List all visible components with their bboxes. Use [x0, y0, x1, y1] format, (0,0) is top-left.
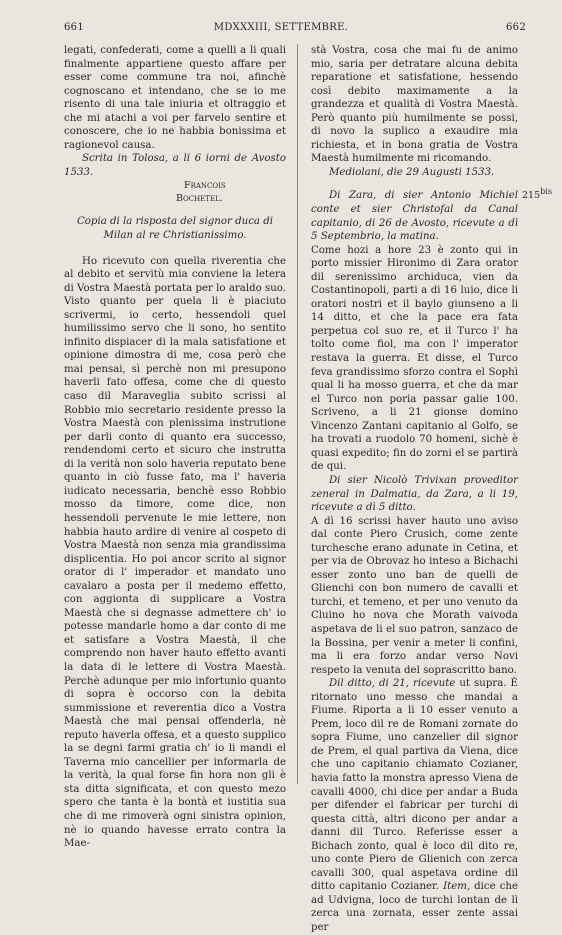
section-title: Copia di la risposta del signor duca di Milan al re Christianissimo.	[77, 216, 273, 242]
dispatch-ditto: Dil ditto, di 21, ricevute ut supra. È ritornato uno messo che mandai a Fiume. Riporta a li 10 esser venuto a Prem, loco dil re de Romani zornate do sopra Fiume, uno canzelier dil signor de Prem, el qual partiva da Viena, dice che uno capitanio chiamato Cozianer, havia fatto la monstra apresso Viena de cavalli 4000, chi dice per andar a Buda per difender el fabricar per turchi di questa città, altri dicono per andar a danni dil Turco. Referisse esser a Bichach zonto, qual è loco dil dito re, uno conte Piero de Glienich con zerca cavalli 300, qual aspetava ordine dil ditto capitanio Cozianer. Item, dice che ad Udvigna, loco de turchi lontan de lì zerca una zornata, esser zente assai per	[311, 678, 518, 933]
margin-page-number: $215^{bis}$	[522, 187, 552, 202]
letter-dateline-milan: Mediolani, die 29 Augusti 1533.	[329, 166, 495, 178]
letter-dateline: Scrita in Tolosa, a li 6 iorni de Avosto 1533.	[64, 153, 286, 178]
signature-surname: Bochetel.	[176, 193, 223, 205]
running-header: MDXXXIII, SETTEMBRE.	[213, 22, 349, 33]
left-column	[64, 44, 286, 851]
signature-name: Francois	[184, 180, 226, 192]
dispatch-body-trivixan: A dì 16 scrissi haver hauto uno aviso dal conte Piero Crusich, come zente turchesche erano adunate in Cetina, et per via de Obrovaz ho inteso a Bichachi esser zonto uno ban de quelli de Glienchi con bon numero de cavalli et turchi, et temeno, et per uno venuto da Cluino ho nova che Morath vaivoda aspetava de li el suo patron, sanzaco de la Bossina, per venir a meter li confini, ma li era forzo andar verso Novi respeto la venuta del soprascritto bano.	[311, 515, 518, 676]
dispatch-title-trivixan: Di sier Nicolò Trivixan proveditor zeneral in Dalmatia, da Zara, a li 19, ricevute a dì 5 ditto.	[311, 474, 518, 514]
reply-letter-body: Ho ricevuto con quella riverentia che al debito et servitù mia conviene la letera di Vostra Maestà portata per lo araldo suo. Visto quanto per quela li è piaciuto scrivermi, io certo, hessendoli quel humilissimo servo che li sono, ho sentito infinito dispiacer di la mala satisfatione et opinione dimostra di me, cosa però che mai pensai, sì perchè non mi presupono haverli fato offesa, come che di questo caso dil Maraveglia subito scrissi al Robbio mio secretario residente presso la Vostra Maestà con plenissima instrutione per darli conto di quanto era successo, rendendomi certo et sicuro che instrutta di la verità non solo haveria reputato bene quanto in ciò fusse fato, ma l' haveria iudicato necessaria, benchè esso Robbio mosso da timore, come dice, non hessendoli pervenute le mie lettere, non habbia hauto ardire di venire al cospeto di Vostra Maestà non senza mia grandissima displicentia. Ho poi ancor scrito al signor orator di l' imperador et mandato uno cavalaro a posta per il medemo effetto, con aggionta di supplicare a Vostra Maestà che si degnasse admettere ch' io potesse mandarle homo a dar conto di me et satisfare a Vostra Maestà, il che comprendo non haver hauto effetto avanti la data di le lettere di Vostra Maestà. Perchè adunque per mio infortunio quanto di sopra è occorso con la debita summissione et reverentia dico a Vostra Maestà che mai pensai offenderla, nè reputo haverla offesa, et a questo supplico la se degni farmi gratia ch' io li mandi el Taverna mio cancellier per informarla de la verità, la qual forse fin hora non gli è sta ditta significata, et con questo mezo spero che tanta è la bontà et iustitia sua che di me rimoverà ogni sinistra opinion, nè io quando havesse errato contra la Mae-	[64, 255, 286, 850]
dispatch-title-zara: Di Zara, di sier Antonio Michiel conte et sier Christofal da Canal capitanio, di 26 de Avosto, ricevute a dì 5 Septembrio, la matina.	[311, 190, 518, 243]
letter-continuation: stà Vostra, cosa che mai fu de animo mio, saria per detratare alcuna debita reparatione et satisfatione, hessendo così debito maximamente a la grandezza et qualità di Vostra Maestà. Però quanto più humilmente se possi, di novo la suplico a exaudire mia richiesta, et in bona gratia de Vostra Maestà humilmente mi ricomando.	[311, 45, 518, 165]
left-page-number: 661	[64, 22, 84, 33]
letter-closing-text: legati, confederati, come a quelli a li quali finalmente appartiene questo affare per esser come commune tra noi, afinchè cognoscano et intendano, che se io me risento di una tale iniuria et oltraggio et che mi atachi a voi per farvelo sentire et conoscere, che io ne habbia bonissima et ragionevol causa.	[64, 45, 286, 151]
dispatch-body-zara: Come hozi a hore 23 è zonto qui in porto missier Hironimo di Zara orator dil serenissimo archiduca, vien da Costantinopoli, parti a di 16 luio, dice li oratori nostri et il baylo giunseno a li 14 ditto, et che la pace era fata perpetua col suo re, et il Turco l' ha tolto come fiol, ma con l' imperator restava la guerra. Et disse, el Turco feva grandissimo sforzo contra el Sophì qual li ha mosso guerra, et che da mar el Turco non poria passar galie 100. Scriveno, a li 21 gionse domino Vincenzo Zantani capitanio al Golfo, se ha trovati a ruodolo 70 homeni, sichè è quasi expedito; fin do zorni el se partirà de qui.	[311, 244, 518, 473]
right-column	[311, 44, 518, 935]
column-divider	[297, 44, 298, 784]
right-page-number: 662	[506, 22, 526, 33]
